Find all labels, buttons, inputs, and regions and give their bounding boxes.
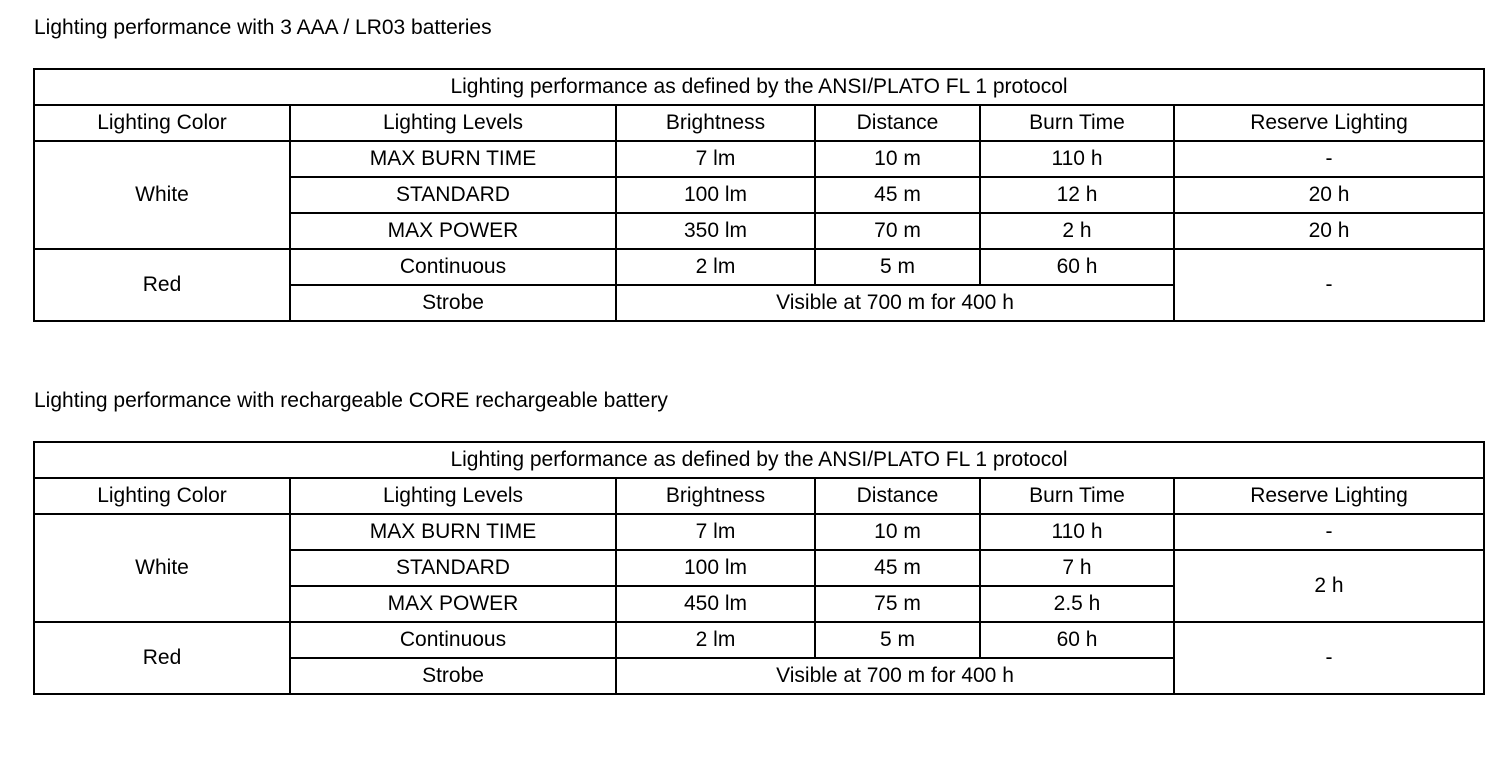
reserve-cell: 20 h bbox=[1174, 177, 1484, 213]
burn-time-cell: 7 h bbox=[980, 550, 1174, 586]
table-header-row bbox=[34, 105, 1484, 141]
distance-cell: 70 m bbox=[815, 213, 980, 249]
reserve-cell: - bbox=[1174, 622, 1484, 694]
section-heading-core-battery: Lighting performance with rechargeable CORE rechargeable battery bbox=[34, 389, 668, 412]
color-cell-red: Red bbox=[34, 622, 290, 694]
distance-cell: 10 m bbox=[815, 141, 980, 177]
table-row bbox=[34, 622, 1484, 658]
distance-cell: 10 m bbox=[815, 514, 980, 550]
performance-table-core-battery bbox=[33, 441, 1485, 695]
reserve-cell: 2 h bbox=[1174, 550, 1484, 622]
reserve-cell: - bbox=[1174, 141, 1484, 177]
column-header-lighting-color: Lighting Color bbox=[34, 478, 290, 514]
brightness-cell: 350 lm bbox=[616, 213, 815, 249]
level-cell: Continuous bbox=[290, 622, 616, 658]
level-cell: MAX POWER bbox=[290, 213, 616, 249]
level-cell: STANDARD bbox=[290, 550, 616, 586]
brightness-cell: 2 lm bbox=[616, 249, 815, 285]
table-caption-row bbox=[34, 69, 1484, 105]
column-header-distance: Distance bbox=[815, 105, 980, 141]
distance-cell: 75 m bbox=[815, 586, 980, 622]
table-row bbox=[34, 514, 1484, 550]
column-header-reserve-lighting: Reserve Lighting bbox=[1174, 105, 1484, 141]
color-cell-white: White bbox=[34, 514, 290, 622]
distance-cell: 5 m bbox=[815, 622, 980, 658]
performance-table-aaa-batteries bbox=[33, 68, 1485, 322]
level-cell: STANDARD bbox=[290, 177, 616, 213]
table-header-row bbox=[34, 478, 1484, 514]
column-header-burn-time: Burn Time bbox=[980, 478, 1174, 514]
brightness-cell: 2 lm bbox=[616, 622, 815, 658]
table-caption-row bbox=[34, 442, 1484, 478]
level-cell: Strobe bbox=[290, 658, 616, 694]
strobe-visibility-cell: Visible at 700 m for 400 h bbox=[616, 658, 1174, 694]
table-row bbox=[34, 141, 1484, 177]
burn-time-cell: 12 h bbox=[980, 177, 1174, 213]
burn-time-cell: 110 h bbox=[980, 514, 1174, 550]
column-header-lighting-color: Lighting Color bbox=[34, 105, 290, 141]
section-heading-aaa-batteries: Lighting performance with 3 AAA / LR03 batteries bbox=[34, 16, 492, 39]
table-caption: Lighting performance as defined by the ANSI/PLATO FL 1 protocol bbox=[34, 442, 1484, 478]
level-cell: Continuous bbox=[290, 249, 616, 285]
column-header-brightness: Brightness bbox=[616, 478, 815, 514]
level-cell: MAX POWER bbox=[290, 586, 616, 622]
reserve-cell: - bbox=[1174, 514, 1484, 550]
burn-time-cell: 60 h bbox=[980, 622, 1174, 658]
column-header-reserve-lighting: Reserve Lighting bbox=[1174, 478, 1484, 514]
column-header-brightness: Brightness bbox=[616, 105, 815, 141]
brightness-cell: 450 lm bbox=[616, 586, 815, 622]
strobe-visibility-cell: Visible at 700 m for 400 h bbox=[616, 285, 1174, 321]
brightness-cell: 7 lm bbox=[616, 141, 815, 177]
table-row bbox=[34, 249, 1484, 285]
distance-cell: 5 m bbox=[815, 249, 980, 285]
column-header-distance: Distance bbox=[815, 478, 980, 514]
burn-time-cell: 2 h bbox=[980, 213, 1174, 249]
distance-cell: 45 m bbox=[815, 550, 980, 586]
column-header-lighting-levels: Lighting Levels bbox=[290, 105, 616, 141]
color-cell-white: White bbox=[34, 141, 290, 249]
level-cell: MAX BURN TIME bbox=[290, 514, 616, 550]
brightness-cell: 100 lm bbox=[616, 550, 815, 586]
reserve-cell: 20 h bbox=[1174, 213, 1484, 249]
reserve-cell: - bbox=[1174, 249, 1484, 321]
level-cell: Strobe bbox=[290, 285, 616, 321]
distance-cell: 45 m bbox=[815, 177, 980, 213]
brightness-cell: 100 lm bbox=[616, 177, 815, 213]
column-header-lighting-levels: Lighting Levels bbox=[290, 478, 616, 514]
column-header-burn-time: Burn Time bbox=[980, 105, 1174, 141]
level-cell: MAX BURN TIME bbox=[290, 141, 616, 177]
burn-time-cell: 2.5 h bbox=[980, 586, 1174, 622]
burn-time-cell: 60 h bbox=[980, 249, 1174, 285]
color-cell-red: Red bbox=[34, 249, 290, 321]
table-caption: Lighting performance as defined by the ANSI/PLATO FL 1 protocol bbox=[34, 69, 1484, 105]
burn-time-cell: 110 h bbox=[980, 141, 1174, 177]
brightness-cell: 7 lm bbox=[616, 514, 815, 550]
